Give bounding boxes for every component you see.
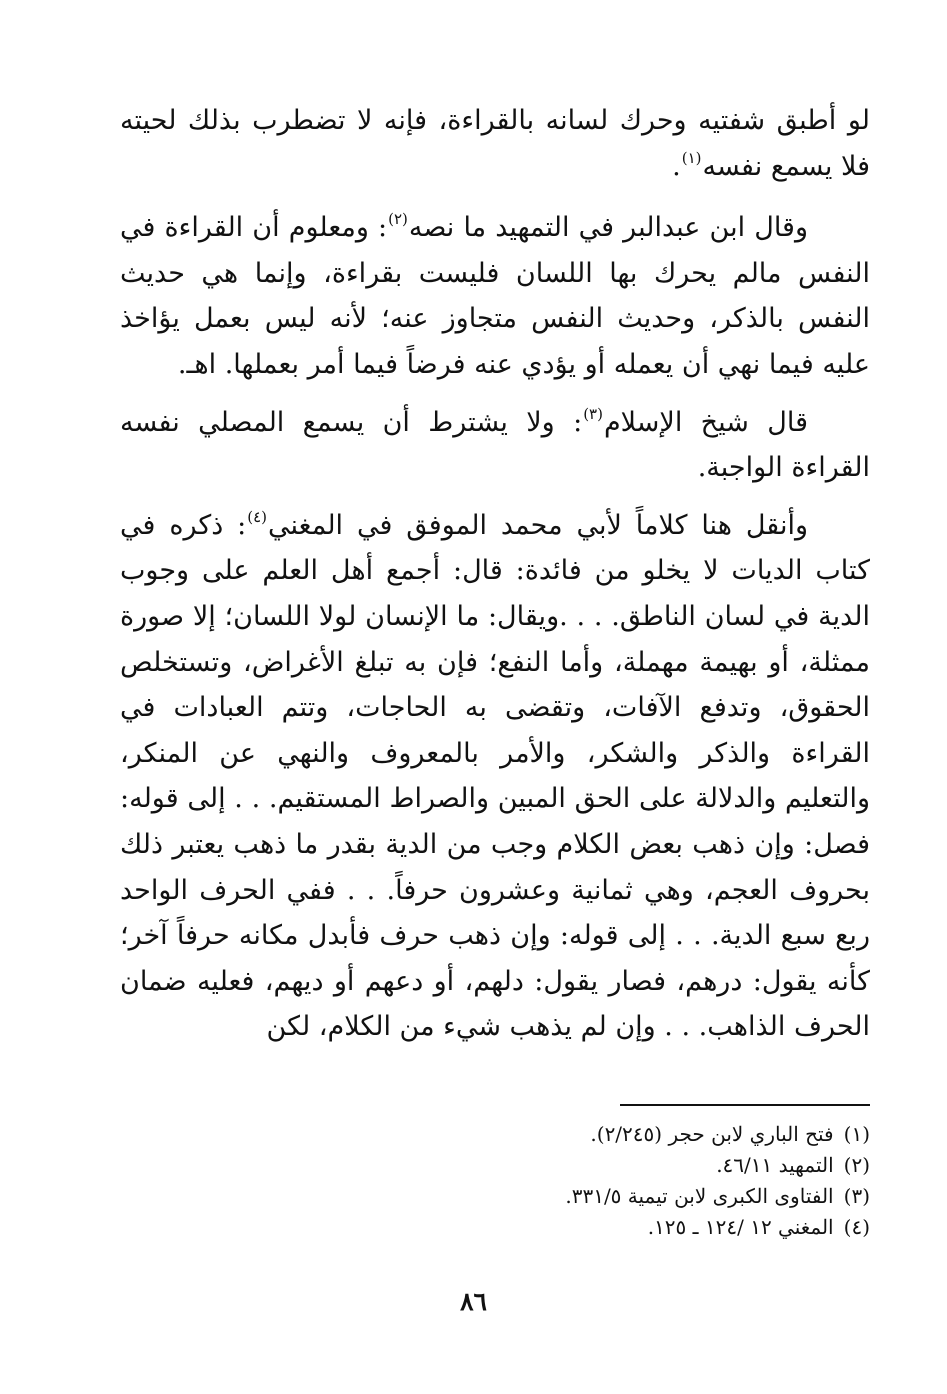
- footnote-separator: [620, 1104, 870, 1106]
- footnote-1-text: فتح الباري لابن حجر (٢/٢٤٥).: [590, 1122, 834, 1146]
- footnote-1-number: (١): [843, 1122, 870, 1146]
- footnote-ref-1: (١): [681, 148, 702, 167]
- footnote-2-text: التمهيد ٤٦/١١.: [716, 1153, 834, 1177]
- paragraph-1-text-after: .: [672, 150, 681, 182]
- footnote-ref-4: (٤): [247, 507, 268, 526]
- paragraph-1-text-before: لو أطبق شفتيه وحرك لسانه بالقراءة، فإنه لا تضطرب بذلك لحيته فلا يسمع نفسه: [120, 105, 870, 182]
- paragraph-3-text-after: : ولا يشترط أن يسمع المصلي نفسه القراءة الواجبة.: [120, 406, 870, 484]
- paragraph-4-text-before: وأنقل هنا كلاماً لأبي محمد الموفق في المغني: [268, 509, 809, 541]
- footnote-3: [400, 1181, 870, 1212]
- footnote-3-number: (٣): [843, 1184, 870, 1208]
- page-number: ٨٦: [460, 1287, 487, 1316]
- footnote-4-text: المغني ١٢ /١٢٤ ـ ١٢٥.: [647, 1215, 834, 1239]
- footnote-2: [400, 1150, 870, 1181]
- paragraph-3: [120, 400, 870, 491]
- paragraph-4: [120, 503, 870, 1050]
- footnote-ref-3: (٣): [583, 404, 603, 423]
- footnote-4: [400, 1212, 870, 1243]
- footnote-1: [400, 1119, 870, 1150]
- footnote-2-number: (٢): [843, 1153, 870, 1177]
- paragraph-2: [120, 205, 870, 387]
- footnotes: [400, 1119, 870, 1243]
- footnote-3-text: الفتاوى الكبرى لابن تيمية ٣٣١/٥.: [565, 1184, 834, 1208]
- paragraph-4-text-after: : ذكره في كتاب الديات لا يخلو من فائدة: قال: أجمع أهل العلم على وجوب الدية في لسان الناطق. . . .ويقال: ما الإنسان لولا اللسان؛ إلا صورة ممثلة، أو بهيمة مهملة، وأما النفع؛ فإن به تبلغ الأغراض، وتستخلص الحقوق، وتدفع الآفات، وتقضى به الحاجات، وتتم العبادات في القراءة والذكر والشكر، والأمر بالمعروف والنهي عن المنكر، والتعليم والدلالة على الحق المبين والصراط المستقيم. . . إلى قوله: فصل: وإن ذهب بعض الكلام وجب من الدية بقدر ما ذهب يعتبر ذلك بحروف العجم، وهي ثمانية وعشرون حرفاً. . . ففي الحرف الواحد ربع سبع الدية. . . إلى قوله: وإن ذهب حرف فأبدل مكانه حرفاً آخر؛ كأنه يقول: درهم، فصار يقول: دلهم، أو دعهم أو ديهم، فعليه ضمان الحرف الذاهب. . . وإن لم يذهب شيء من الكلام، لكن: [120, 509, 870, 1043]
- footnote-ref-2: (٢): [388, 210, 408, 229]
- paragraph-2-text-before: وقال ابن عبدالبر في التمهيد ما نصه: [408, 212, 808, 244]
- paragraph-2-text-after: : ومعلوم أن القراءة في النفس مالم يحرك بها اللسان فليست بقراءة، وإنما هي حديث النفس بالذكر، وحديث النفس متجاوز عنه؛ لأنه ليس بعمل يؤاخذ عليه فيما نهي أن يعمله أو يؤدي عنه فرضاً فيما أمر بعملها. اهـ.: [120, 212, 870, 380]
- paragraph-1: [120, 98, 870, 189]
- main-text: [120, 98, 870, 1064]
- paragraph-3-text-before: قال شيخ الإسلام: [603, 406, 808, 438]
- footnote-4-number: (٤): [843, 1215, 870, 1239]
